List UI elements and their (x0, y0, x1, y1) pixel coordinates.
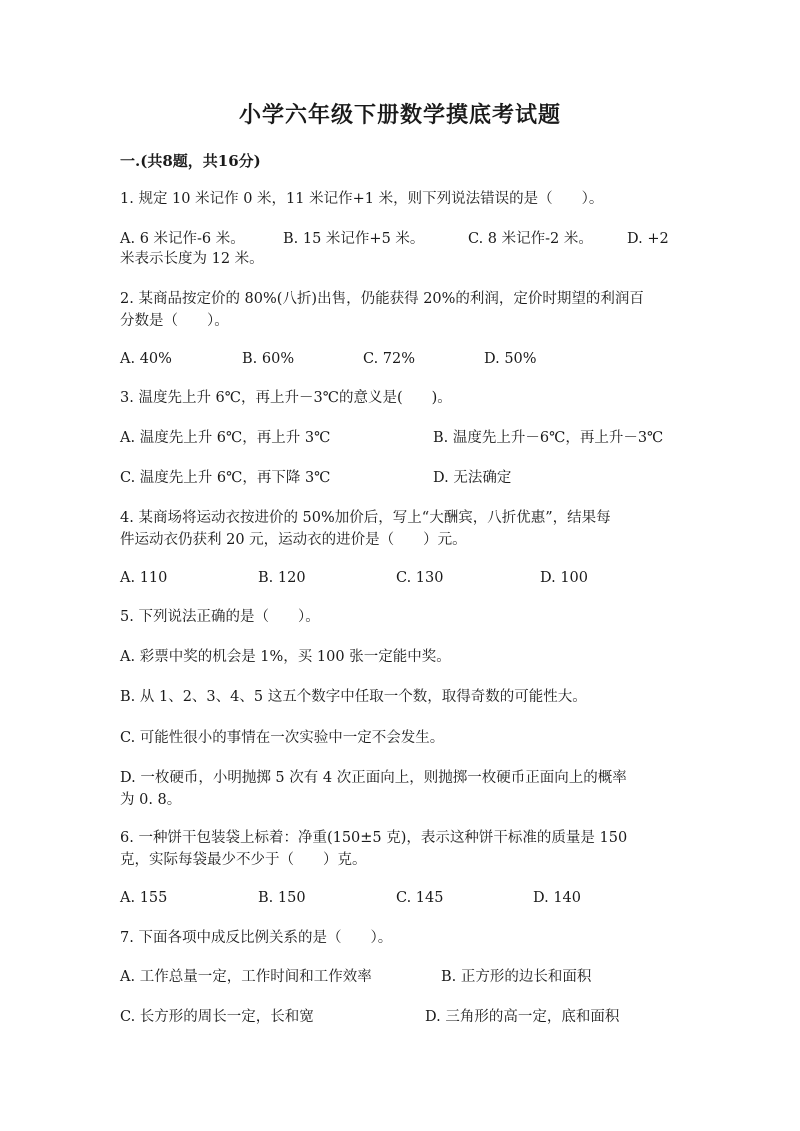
q4-option-d: D. 100 (540, 570, 589, 586)
q6-option-d: D. 140 (533, 890, 582, 906)
q5-option-d-continuation: 为 0. 8。 (120, 792, 182, 808)
q1-option-d-continuation: 米表示长度为 12 米。 (120, 251, 264, 267)
q2-option-b: B. 60% (242, 351, 295, 367)
q2-option-c: C. 72% (363, 351, 416, 367)
q7-option-d: D. 三角形的高一定，底和面积 (425, 1009, 620, 1025)
section-heading: 一.(共8题，共16分) (120, 152, 261, 170)
question-4-stem-line2: 件运动衣仍获利 20 元，运动衣的进价是（ ）元。 (120, 532, 467, 548)
q5-option-b: B. 从 1、2、3、4、5 这五个数字中任取一个数，取得奇数的可能性大。 (120, 689, 587, 705)
q7-option-a: A. 工作总量一定，工作时间和工作效率 (120, 969, 372, 985)
q1-option-c: C. 8 米记作-2 米。 (468, 231, 593, 247)
q2-option-d: D. 50% (484, 351, 537, 367)
q5-option-c: C. 可能性很小的事情在一次实验中一定不会发生。 (120, 730, 445, 746)
q3-option-c: C. 温度先上升 6℃，再下降 3℃ (120, 470, 331, 486)
q5-option-d: D. 一枚硬币，小明抛掷 5 次有 4 次正面向上，则抛掷一枚硬币正面向上的概率 (120, 770, 627, 786)
q4-option-b: B. 120 (258, 570, 306, 586)
q3-option-a: A. 温度先上升 6℃，再上升 3℃ (120, 430, 331, 446)
q3-option-b: B. 温度先上升－6℃，再上升－3℃ (433, 430, 664, 446)
q4-option-a: A. 110 (120, 570, 168, 586)
question-2-stem-line1: 2. 某商品按定价的 80%(八折)出售，仍能获得 20%的利润，定价时期望的利润百 (120, 291, 644, 307)
question-3-stem: 3. 温度先上升 6℃，再上升－3℃的意义是( )。 (120, 390, 452, 406)
q1-option-d: D. +2 (627, 231, 669, 247)
q6-option-c: C. 145 (396, 890, 444, 906)
q7-option-b: B. 正方形的边长和面积 (441, 969, 592, 985)
question-6-stem-line2: 克，实际每袋最少不少于（ ）克。 (120, 852, 367, 868)
q2-option-a: A. 40% (120, 351, 172, 367)
q5-option-a: A. 彩票中奖的机会是 1%，买 100 张一定能中奖。 (120, 649, 451, 665)
page-title: 小学六年级下册数学摸底考试题 (238, 102, 561, 128)
q4-option-c: C. 130 (396, 570, 444, 586)
q6-option-a: A. 155 (120, 890, 168, 906)
question-5-stem: 5. 下列说法正确的是（ ）。 (120, 609, 320, 625)
question-2-stem-line2: 分数是（ ）。 (120, 313, 229, 329)
q7-option-c: C. 长方形的周长一定，长和宽 (120, 1009, 314, 1025)
q6-option-b: B. 150 (258, 890, 306, 906)
question-6-stem-line1: 6. 一种饼干包装袋上标着：净重(150±5 克)，表示这种饼干标准的质量是 150 (120, 830, 628, 846)
q1-option-a: A. 6 米记作-6 米。 (120, 231, 245, 247)
q3-option-d: D. 无法确定 (433, 470, 512, 486)
q1-option-b: B. 15 米记作+5 米。 (283, 231, 425, 247)
question-1-stem: 1. 规定 10 米记作 0 米，11 米记作+1 米，则下列说法错误的是（ ）。 (120, 191, 604, 207)
question-4-stem-line1: 4. 某商场将运动衣按进价的 50%加价后，写上“大酬宾，八折优惠”，结果每 (120, 510, 611, 526)
question-7-stem: 7. 下面各项中成反比例关系的是（ ）。 (120, 930, 393, 946)
